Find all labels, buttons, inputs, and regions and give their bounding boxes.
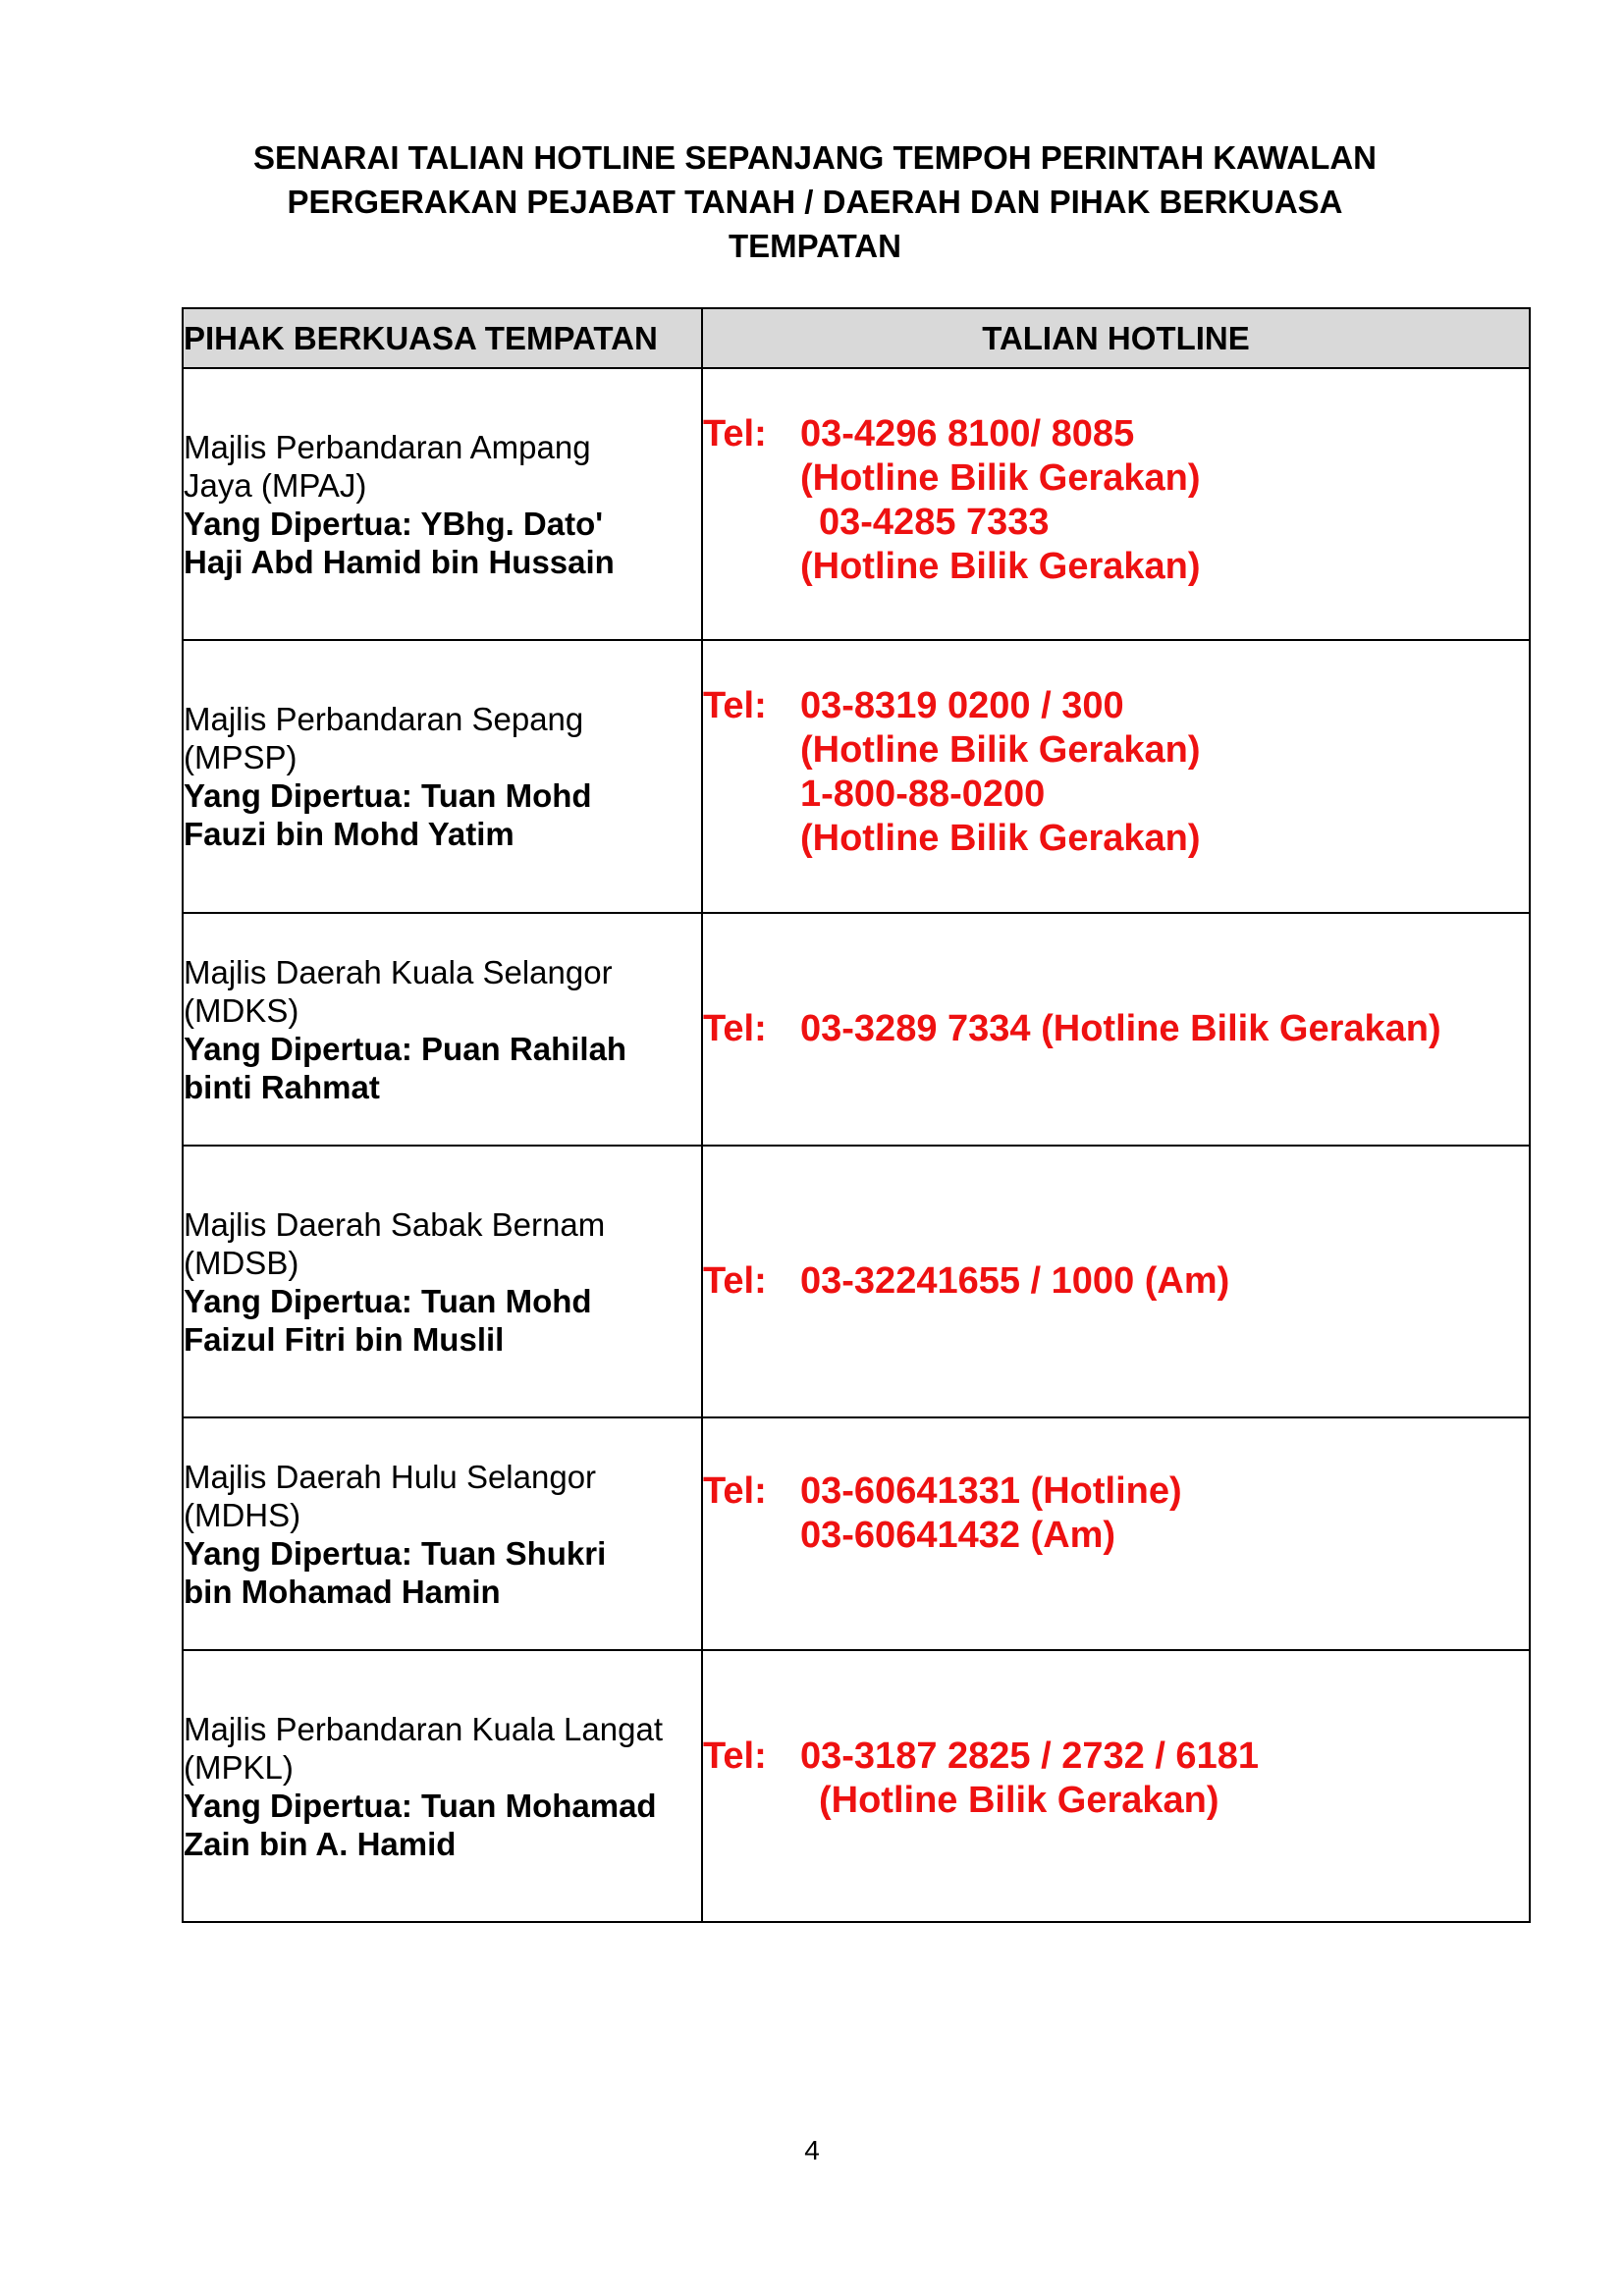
hotline-cell <box>702 1650 1530 1922</box>
tel-label: Tel: <box>703 1470 767 1512</box>
phone-number: 03-3187 2825 / 2732 / 6181 <box>800 1735 1259 1777</box>
authority-head: Yang Dipertua: Tuan Shukri bin Mohamad Hamin <box>184 1534 607 1610</box>
authority-cell <box>183 640 702 913</box>
tel-label: Tel: <box>703 685 767 726</box>
tel-label: Tel: <box>703 413 767 454</box>
hotline-cell <box>702 1417 1530 1650</box>
title-line: TEMPATAN <box>729 228 901 264</box>
title-line: PERGERAKAN PEJABAT TANAH / DAERAH DAN PIHAK BERKUASA <box>287 184 1343 220</box>
authority-cell <box>183 368 702 640</box>
hotline-cell <box>702 368 1530 640</box>
phone-number: 03-60641331 (Hotline) <box>800 1470 1182 1512</box>
hotline-table <box>182 307 1531 1923</box>
tel-label: Tel: <box>703 1735 767 1777</box>
hotline-note: (Hotline Bilik Gerakan) <box>800 818 1201 859</box>
authority-name: Majlis Daerah Sabak Bernam (MDSB) <box>184 1205 606 1281</box>
authority-cell <box>183 913 702 1146</box>
authority-head: Yang Dipertua: Tuan Mohd Faizul Fitri bin Muslil <box>184 1282 592 1358</box>
table-row <box>183 1146 1530 1417</box>
hotline-note: (Hotline Bilik Gerakan) <box>800 546 1201 587</box>
authority-cell <box>183 1146 702 1417</box>
header-hotline: TALIAN HOTLINE <box>702 308 1530 368</box>
phone-number: 03-4285 7333 <box>819 502 1050 543</box>
table-header-row <box>183 308 1530 368</box>
title-line: SENARAI TALIAN HOTLINE SEPANJANG TEMPOH PERINTAH KAWALAN <box>252 139 1378 176</box>
table-row <box>183 368 1530 640</box>
table-row <box>183 640 1530 913</box>
hotline-cell <box>702 1146 1530 1417</box>
authority-head: Yang Dipertua: Tuan Mohd Fauzi bin Mohd Yatim <box>184 777 592 852</box>
authority-cell <box>183 1650 702 1922</box>
authority-name: Majlis Perbandaran Kuala Langat (MPKL) <box>184 1710 663 1786</box>
authority-cell <box>183 1417 702 1650</box>
table-row <box>183 1417 1530 1650</box>
authority-name: Majlis Daerah Kuala Selangor (MDKS) <box>184 953 613 1029</box>
header-authority: PIHAK BERKUASA TEMPATAN <box>183 308 702 368</box>
phone-number: 03-60641432 (Am) <box>800 1515 1116 1556</box>
table-row <box>183 1650 1530 1922</box>
authority-head: Yang Dipertua: Tuan Mohamad Zain bin A. Hamid <box>184 1787 657 1862</box>
page-number: 4 <box>804 2135 820 2165</box>
phone-number: 03-32241655 / 1000 (Am) <box>800 1260 1230 1302</box>
phone-number: 03-8319 0200 / 300 <box>800 685 1124 726</box>
phone-number: 1-800-88-0200 <box>800 774 1046 815</box>
hotline-cell <box>702 640 1530 913</box>
tel-label: Tel: <box>703 1260 767 1302</box>
authority-name: Majlis Perbandaran Ampang Jaya (MPAJ) <box>184 428 591 504</box>
phone-number: 03-3289 7334 (Hotline Bilik Gerakan) <box>800 1008 1441 1049</box>
table-row <box>183 913 1530 1146</box>
hotline-cell <box>702 913 1530 1146</box>
authority-name: Majlis Daerah Hulu Selangor (MDHS) <box>184 1458 597 1533</box>
hotline-note: (Hotline Bilik Gerakan) <box>819 1780 1219 1821</box>
hotline-note: (Hotline Bilik Gerakan) <box>800 457 1201 499</box>
authority-head: Yang Dipertua: YBhg. Dato' Haji Abd Hamid bin Hussain <box>184 505 615 580</box>
tel-label: Tel: <box>703 1008 767 1049</box>
phone-number: 03-4296 8100/ 8085 <box>800 413 1135 454</box>
authority-name: Majlis Perbandaran Sepang (MPSP) <box>184 701 584 775</box>
hotline-note: (Hotline Bilik Gerakan) <box>800 729 1201 771</box>
authority-head: Yang Dipertua: Puan Rahilah binti Rahmat <box>184 1030 627 1105</box>
page-title <box>177 135 1453 268</box>
